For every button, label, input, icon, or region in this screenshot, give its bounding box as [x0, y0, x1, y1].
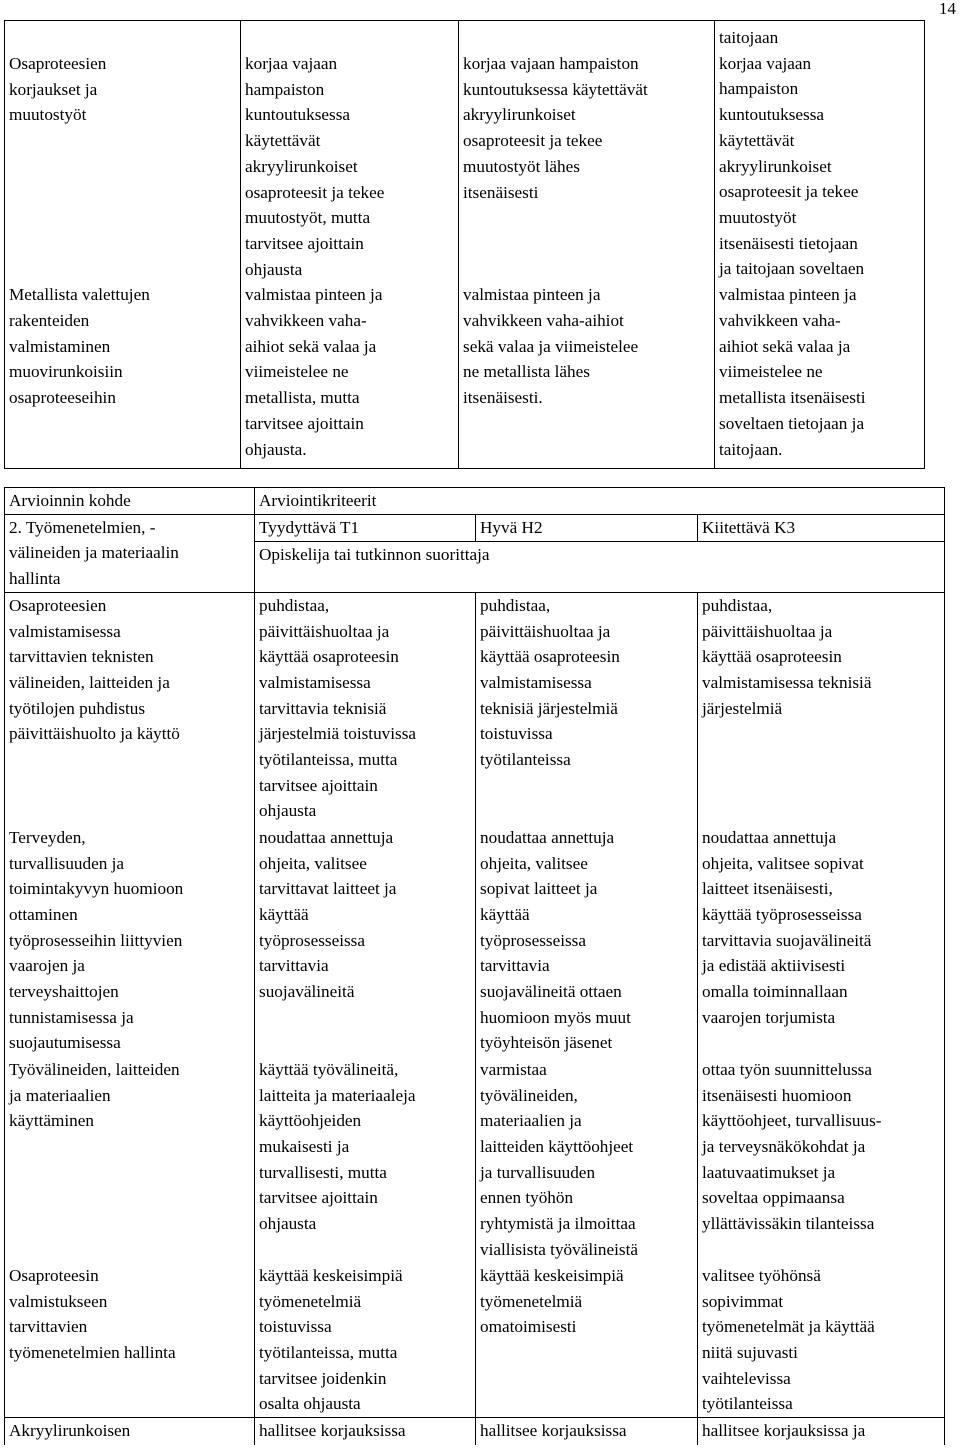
student-subheader: Opiskelija tai tutkinnon suorittaja — [259, 544, 490, 564]
cell-text: hallitsee korjauksissa — [259, 1421, 406, 1441]
cell-text: hallitsee korjauksissa ja — [702, 1421, 866, 1441]
table-cell — [5, 825, 255, 1057]
table-row — [5, 1418, 945, 1446]
level-satisfactory: Tyydyttävä T1 — [259, 517, 360, 537]
table-header-cell — [255, 514, 476, 541]
level-excellent: Kiitettävä K3 — [702, 517, 796, 537]
table-cell — [715, 282, 925, 469]
table-cell — [459, 21, 715, 283]
table-row — [5, 825, 945, 1057]
assessment-criteria-table — [4, 487, 945, 1445]
table-cell — [698, 825, 945, 1057]
cell-text: taitojaan korjaa vajaan hampaiston kuntoutuksessa käytettävät akryylirunkoiset osaproteesit ja tekee muutostyöt itsenäisesti tietojaan ja taitojaan soveltaen — [719, 28, 865, 279]
cell-text: noudattaa annettuja ohjeita, valitsee tarvittavat laitteet ja käyttää työprosesseissa tarvittavia suojavälineitä — [259, 827, 397, 1002]
table-header-cell — [476, 514, 698, 541]
cell-text: hallitsee korjauksissa — [480, 1421, 627, 1441]
table-header-cell — [255, 541, 945, 592]
table-cell — [698, 1418, 945, 1446]
cell-text: valmistaa pinteen ja vahvikkeen vaha- aihiot sekä valaa ja viimeistelee ne metallista, mutta tarvitsee ajoittain ohjausta. — [245, 285, 383, 459]
cell-text: Osaproteesin valmistukseen tarvittavien työmenetelmien hallinta — [9, 1265, 176, 1362]
cell-text: puhdistaa, päivittäishuoltaa ja käyttää osaproteesin valmistamisessa tarvittavia teknisiä järjestelmiä toistuvissa työtilanteissa, mutta tarvitsee ajoittain ohjausta — [259, 595, 417, 821]
cell-text: korjaa vajaan hampaiston kuntoutuksessa käytettävät akryylirunkoiset osaproteesit ja tekee muutostyöt, mutta tarvitsee ajoittain ohjausta — [245, 54, 385, 279]
cell-text: ottaa työn suunnittelussa itsenäisesti huomioon käyttöohjeet, turvallisuus- ja terveysnäkökohdat ja laatuvaatimukset ja soveltaa oppimaansa yllättävissäkin tilanteissa — [702, 1059, 882, 1234]
table-cell — [476, 1263, 698, 1418]
level-good: Hyvä H2 — [480, 517, 543, 537]
table-row — [5, 592, 945, 825]
table-cell — [459, 282, 715, 469]
table-cell — [255, 1057, 476, 1263]
table-cell — [5, 1418, 255, 1446]
table-cell — [255, 1418, 476, 1446]
cell-text: puhdistaa, päivittäishuoltaa ja käyttää osaproteesin valmistamisessa teknisiä järjestelmiä — [702, 595, 872, 718]
table-row — [5, 282, 925, 469]
table-cell — [255, 592, 476, 825]
cell-text: noudattaa annettuja ohjeita, valitsee sopivat laitteet itsenäisesti, käyttää työprosesseissa tarvittavia suojavälineitä ja edistää aktiivisesti omalla toiminnallaan vaarojen torjumista — [702, 827, 872, 1027]
table-header-cell — [255, 488, 945, 515]
table-header-row — [5, 514, 945, 541]
table-cell — [476, 1418, 698, 1446]
cell-text: Työvälineiden, laitteiden ja materiaalien käyttäminen — [9, 1059, 180, 1131]
cell-text: valmistaa pinteen ja vahvikkeen vaha-aihiot sekä valaa ja viimeistelee ne metallista lähes itsenäisesti. — [463, 285, 639, 408]
assessment-subject-label: Arvioinnin kohde — [9, 491, 131, 510]
table-cell — [5, 592, 255, 825]
cell-text: valitsee työhönsä sopivimmat työmenetelmät ja käyttää niitä sujuvasti vaihtelevissa työtilanteissa — [702, 1265, 875, 1414]
table-cell — [255, 1263, 476, 1418]
cell-text: Akryylirunkoisen — [9, 1421, 131, 1441]
table-cell — [5, 21, 241, 283]
table-row — [5, 1057, 945, 1263]
table-cell — [476, 825, 698, 1057]
cell-text: käyttää työvälineitä, laitteita ja materiaaleja käyttöohjeiden mukaisesti ja turvallisesti, mutta tarvitsee ajoittain ohjausta — [259, 1059, 416, 1234]
cell-text: noudattaa annettuja ohjeita, valitsee sopivat laitteet ja käyttää työprosesseissa tarvittavia suojavälineitä ottaen huomioon myös muut työyhteisön jäsenet — [480, 827, 631, 1053]
table-cell — [698, 1263, 945, 1418]
cell-text: käyttää keskeisimpiä työmenetelmiä toistuvissa työtilanteissa, mutta tarvitsee joidenkin osalta ohjausta — [259, 1265, 403, 1414]
cell-text: puhdistaa, päivittäishuoltaa ja käyttää osaproteesin valmistamisessa teknisiä järjestelmiä toistuvissa työtilanteissa — [480, 595, 620, 770]
top-criteria-table — [4, 20, 925, 469]
table-cell — [255, 825, 476, 1057]
table-header-cell — [5, 488, 255, 515]
cell-text: korjaa vajaan hampaiston kuntoutuksessa käytettävät akryylirunkoiset osaproteesit ja tekee muutostyöt lähes itsenäisesti — [463, 54, 648, 202]
page-number: 14 — [938, 0, 956, 18]
cell-text: Metallista valettujen rakenteiden valmistaminen muovirunkoisiin osaproteeseihin — [9, 285, 150, 408]
table-cell — [698, 1057, 945, 1263]
table-header-row — [5, 488, 945, 515]
cell-text: valmistaa pinteen ja vahvikkeen vaha- aihiot sekä valaa ja viimeistelee ne metallista itsenäisesti soveltaen tietojaan ja taitojaan. — [719, 285, 866, 459]
table-cell — [5, 1263, 255, 1418]
cell-text: Terveyden, turvallisuuden ja toimintakyvyn huomioon ottaminen työprosesseihin liittyvien vaarojen ja terveyshaittojen tunnistamisessa ja suojautumisessa — [9, 827, 184, 1053]
table-cell — [5, 282, 241, 469]
category-title: 2. Työmenetelmien, - välineiden ja materiaalin hallinta — [9, 517, 179, 589]
table-cell — [715, 21, 925, 283]
table-cell — [5, 1057, 255, 1263]
cell-text: käyttää keskeisimpiä työmenetelmiä omatoimisesti — [480, 1265, 624, 1337]
table-cell — [241, 21, 459, 283]
cell-text: varmistaa työvälineiden, materiaalien ja laitteiden käyttöohjeet ja turvallisuuden ennen työhön ryhtymistä ja ilmoittaa viallisista työvälineistä — [480, 1059, 639, 1259]
table-row — [5, 21, 925, 283]
assessment-criteria-label: Arviointikriteerit — [259, 491, 377, 510]
cell-text: Osaproteesien valmistamisessa tarvittavien teknisten välineiden, laitteiden ja työtilojen puhdistus päivittäishuolto ja käyttö — [9, 595, 180, 744]
table-cell — [476, 592, 698, 825]
table-cell — [698, 592, 945, 825]
table-cell — [241, 282, 459, 469]
table-header-cell — [698, 514, 945, 541]
table-row — [5, 1263, 945, 1418]
category-cell — [5, 514, 255, 592]
cell-text: Osaproteesien korjaukset ja muutostyöt — [9, 54, 107, 125]
table-cell — [476, 1057, 698, 1263]
